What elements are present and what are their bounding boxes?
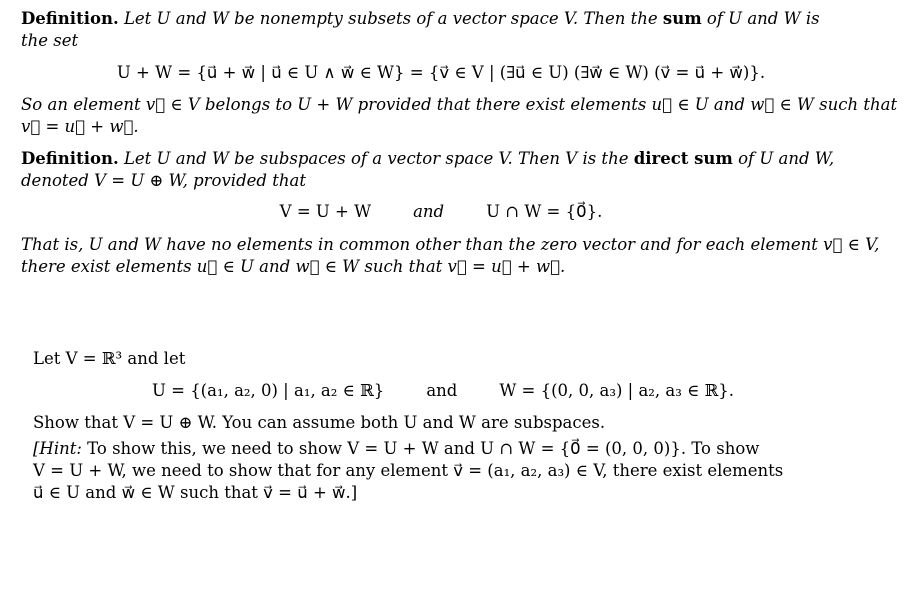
sum-set-display-equation: U + W = {u⃗ + w⃗ | u⃗ ∈ U ∧ w⃗ ∈ W} = {v⃗ ∈ V | (∃u⃗ ∈ U) (∃w⃗ ∈ W) (v⃗ = u⃗ + w⃗)}.	[116, 63, 766, 82]
direct-sum-display-equation	[21, 201, 861, 223]
definition-label: Definition.	[21, 149, 119, 168]
sum-explanation-line-2: v⃗ = u⃗ + w⃗.	[21, 117, 139, 136]
definition-text: Let U and W be nonempty subsets of a vector space V. Then the	[118, 9, 663, 28]
direct-sum-explanation-line-2: there exist elements u⃗ ∈ U and w⃗ ∈ W such that v⃗ = u⃗ + w⃗.	[21, 257, 566, 276]
problem-statement: Show that V = U ⊕ W. You can assume both U and W are subspaces.	[33, 413, 606, 432]
definition-text-tail: of U and W,	[732, 149, 835, 168]
hint-label: [Hint:	[33, 439, 82, 458]
definition-direct-sum-continued: denoted V = U ⊕ W, provided that	[21, 171, 306, 190]
definition-label: Definition.	[21, 9, 119, 28]
definition-direct-sum-heading	[21, 148, 836, 170]
definition-text-tail: of U and W is	[701, 9, 820, 28]
definition-sum-heading	[21, 8, 836, 30]
problem-subspaces-display	[33, 380, 853, 402]
definition-text: Let U and W be subspaces of a vector space V. Then V is the	[118, 149, 634, 168]
subspace-W-definition: W = {(0, 0, a₃) | a₂, a₃ ∈ ℝ}.	[499, 381, 735, 400]
hint-line-3: u⃗ ∈ U and w⃗ ∈ W such that v⃗ = u⃗ + w⃗.]	[33, 483, 358, 502]
hint-text-1: To show this, we need to show V = U + W and U ∩ W = {0⃗ = (0, 0, 0)}. To show	[81, 439, 760, 458]
definition-sum-continued: the set	[21, 31, 79, 50]
direct-sum-explanation-line-1: That is, U and W have no elements in common other than the zero vector and for each element v⃗ ∈ V,	[21, 235, 880, 254]
hint-line-2: V = U + W, we need to show that for any element v⃗ = (a₁, a₂, a₃) ∈ V, there exist elements	[33, 461, 784, 480]
sum-explanation-line-1: So an element v⃗ ∈ V belongs to U + W provided that there exist elements u⃗ ∈ U and w⃗ ∈ W such that	[21, 95, 898, 114]
and-word: and	[413, 202, 445, 221]
defined-term-sum: sum	[662, 9, 702, 28]
direct-sum-condition-1: V = U + W	[279, 202, 372, 221]
problem-intro: Let V = ℝ³ and let	[33, 349, 186, 368]
defined-term-direct-sum: direct sum	[633, 149, 733, 168]
subspace-U-definition: U = {(a₁, a₂, 0) | a₁, a₂ ∈ ℝ}	[151, 381, 385, 400]
hint-line-1	[33, 438, 793, 460]
direct-sum-condition-2: U ∩ W = {0⃗}.	[486, 202, 603, 221]
and-word: and	[426, 381, 458, 400]
